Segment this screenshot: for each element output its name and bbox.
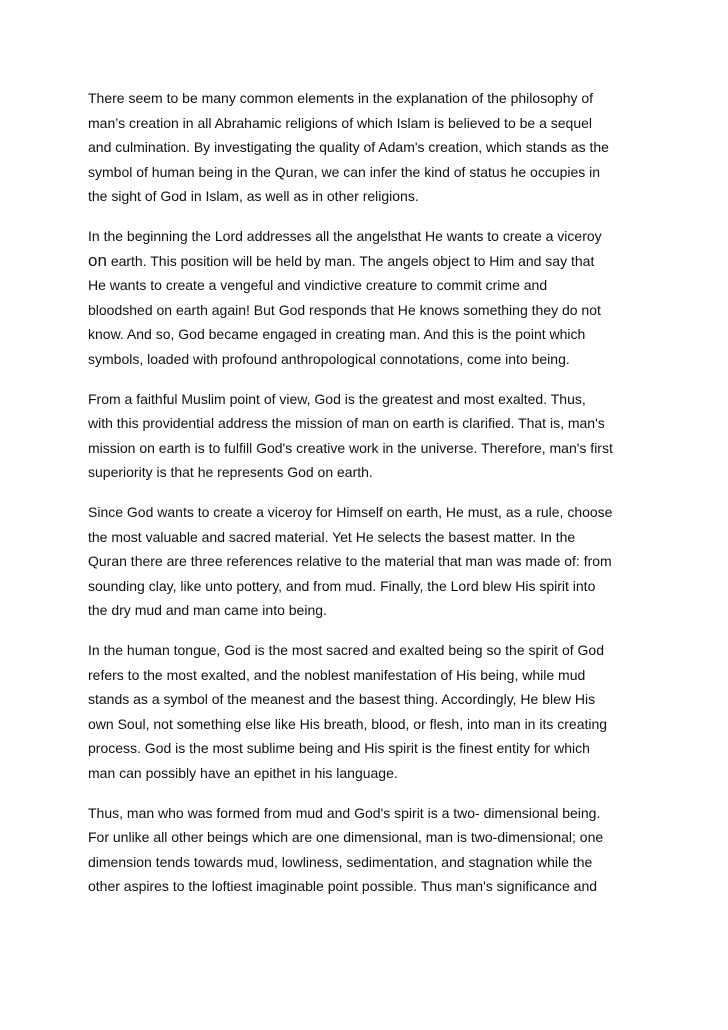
text-line: sounding clay, like unto pottery, and from mud. Finally, the Lord blew His spirit into bbox=[88, 577, 596, 594]
text-line: symbols, loaded with profound anthropological connotations, come into being. bbox=[88, 350, 570, 367]
text-line: own Soul, not something else like His breath, blood, or flesh, into man in its creating bbox=[88, 715, 608, 732]
text-line: dimension tends towards mud, lowliness, sedimentation, and stagnation while the bbox=[88, 853, 593, 870]
text-line: the most valuable and sacred material. Yet He selects the basest matter. In the bbox=[88, 528, 576, 545]
text-line: There seem to be many common elements in the explanation of the philosophy of bbox=[88, 90, 594, 106]
text-line: man can possibly have an epithet in his language. bbox=[88, 764, 398, 781]
text-line: mission on earth is to fulfill God's creative work in the universe. Therefore, man's first bbox=[88, 439, 613, 456]
text-line: Thus, man who was formed from mud and God's spirit is a two- dimensional being. bbox=[88, 804, 601, 821]
enlarged-word: on bbox=[88, 250, 107, 270]
text-line: and culmination. By investigating the quality of Adam's creation, which stands as the bbox=[88, 139, 609, 155]
paragraph-5 bbox=[88, 638, 648, 785]
text-line: stands as a symbol of the meanest and the basest thing. Accordingly, He blew His bbox=[88, 691, 596, 707]
text-line: Since God wants to create a viceroy for Himself on earth, He must, as a rule, choose bbox=[88, 504, 613, 520]
text-line: From a faithful Muslim point of view, God is the greatest and most exalted. Thus, bbox=[88, 390, 586, 407]
paragraph-1 bbox=[88, 86, 648, 209]
text-line: the dry mud and man came into being. bbox=[88, 602, 327, 618]
paragraph-2 bbox=[88, 224, 648, 371]
paragraph-3 bbox=[88, 387, 648, 485]
text-line: For unlike all other beings which are one dimensional, man is two-dimensional; one bbox=[88, 829, 604, 845]
paragraph-4 bbox=[88, 500, 648, 623]
text-line: bloodshed on earth again! But God responds that He knows something they do not bbox=[88, 301, 601, 318]
text-line: know. And so, God became engaged in creating man. And this is the point which bbox=[88, 326, 586, 342]
paragraph-6 bbox=[88, 801, 648, 899]
text-line: Quran there are three references relative to the material that man was made of: from bbox=[88, 553, 612, 569]
text-line: with this providential address the mission of man on earth is clarified. That is, man's bbox=[88, 415, 605, 431]
text-fragment: earth. This position will be held by man. The angels object to Him and say that bbox=[110, 252, 595, 269]
text-line: man’s creation in all Abrahamic religions of which Islam is believed to be a sequel bbox=[88, 114, 593, 131]
text-line: In the beginning the Lord addresses all the angelsthat He wants to create a viceroy bbox=[88, 228, 602, 244]
text-line-mixed bbox=[88, 249, 648, 274]
text-line: other aspires to the loftiest imaginable point possible. Thus man's significance and bbox=[88, 878, 598, 894]
text-line: In the human tongue, God is the most sacred and exalted being so the spirit of God bbox=[88, 642, 604, 658]
document-body bbox=[88, 86, 648, 914]
text-line: process. God is the most sublime being and His spirit is the finest entity for which bbox=[88, 740, 590, 756]
text-line: superiority is that he represents God on earth. bbox=[88, 464, 373, 480]
text-line: He wants to create a vengeful and vindictive creature to commit crime and bbox=[88, 277, 548, 293]
text-line: symbol of human being in the Quran, we can infer the kind of status he occupies in bbox=[88, 163, 601, 180]
text-line: the sight of God in Islam, as well as in other religions. bbox=[88, 188, 419, 204]
text-line: refers to the most exalted, and the noblest manifestation of His being, while mud bbox=[88, 666, 586, 683]
